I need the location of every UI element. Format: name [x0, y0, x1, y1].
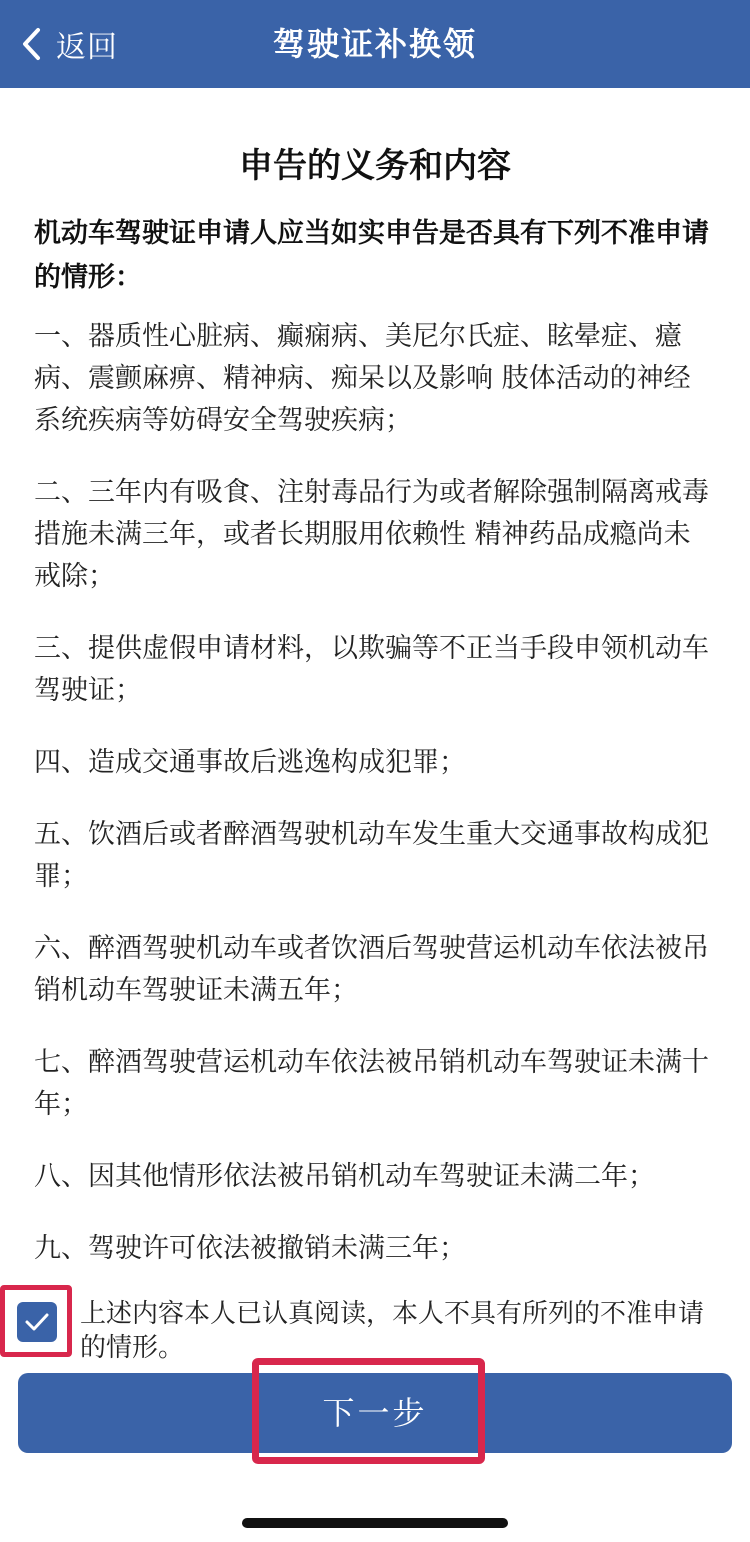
condition-item: 三、提供虚假申请材料，以欺骗等不正当手段申领机动车驾驶证；: [34, 633, 709, 706]
declaration-heading: 申告的义务和内容: [239, 146, 511, 186]
declaration-content: [34, 140, 716, 1300]
condition-item: 五、饮酒后或者醉酒驾驶机动车发生重大交通事故构成犯罪；: [34, 819, 709, 892]
nav-bar: [0, 0, 750, 88]
declaration-intro: 机动车驾驶证申请人应当如实申告是否具有下列不准申请的情形：: [34, 218, 709, 293]
condition-item: 二、三年内有吸食、注射毒品行为或者解除强制隔离戒毒措施未满三年，或者长期服用依赖性 精神药品成瘾尚未戒除；: [34, 477, 709, 592]
condition-item: 一、器质性心脏病、癫痫病、美尼尔氏症、眩晕症、癔病、震颤麻痹、精神病、痴呆以及影响 肢体活动的神经系统疾病等妨碍安全驾驶疾病；: [34, 321, 691, 436]
page-title: 驾驶证补换领: [272, 25, 477, 63]
checkmark-icon: [24, 1312, 50, 1332]
agreement-text: 上述内容本人已认真阅读，本人不具有所列的不准申请的情形。: [80, 1299, 705, 1363]
agree-checkbox[interactable]: [17, 1302, 57, 1342]
condition-item: 六、醉酒驾驶机动车或者饮酒后驾驶营运机动车依法被吊销机动车驾驶证未满五年；: [34, 933, 709, 1006]
condition-item: 七、醉酒驾驶营运机动车依法被吊销机动车驾驶证未满十年；: [34, 1047, 709, 1120]
next-step-button[interactable]: 下一步: [18, 1373, 732, 1453]
back-label: 返回: [56, 30, 118, 65]
condition-item: 九、驾驶许可依法被撤销未满三年；: [34, 1233, 466, 1264]
agreement-row: [0, 1285, 750, 1365]
condition-list: [34, 316, 716, 1270]
condition-item: 八、因其他情形依法被吊销机动车驾驶证未满二年；: [34, 1161, 655, 1192]
home-indicator: [242, 1518, 508, 1528]
condition-item: 四、造成交通事故后逃逸构成犯罪；: [34, 747, 466, 778]
